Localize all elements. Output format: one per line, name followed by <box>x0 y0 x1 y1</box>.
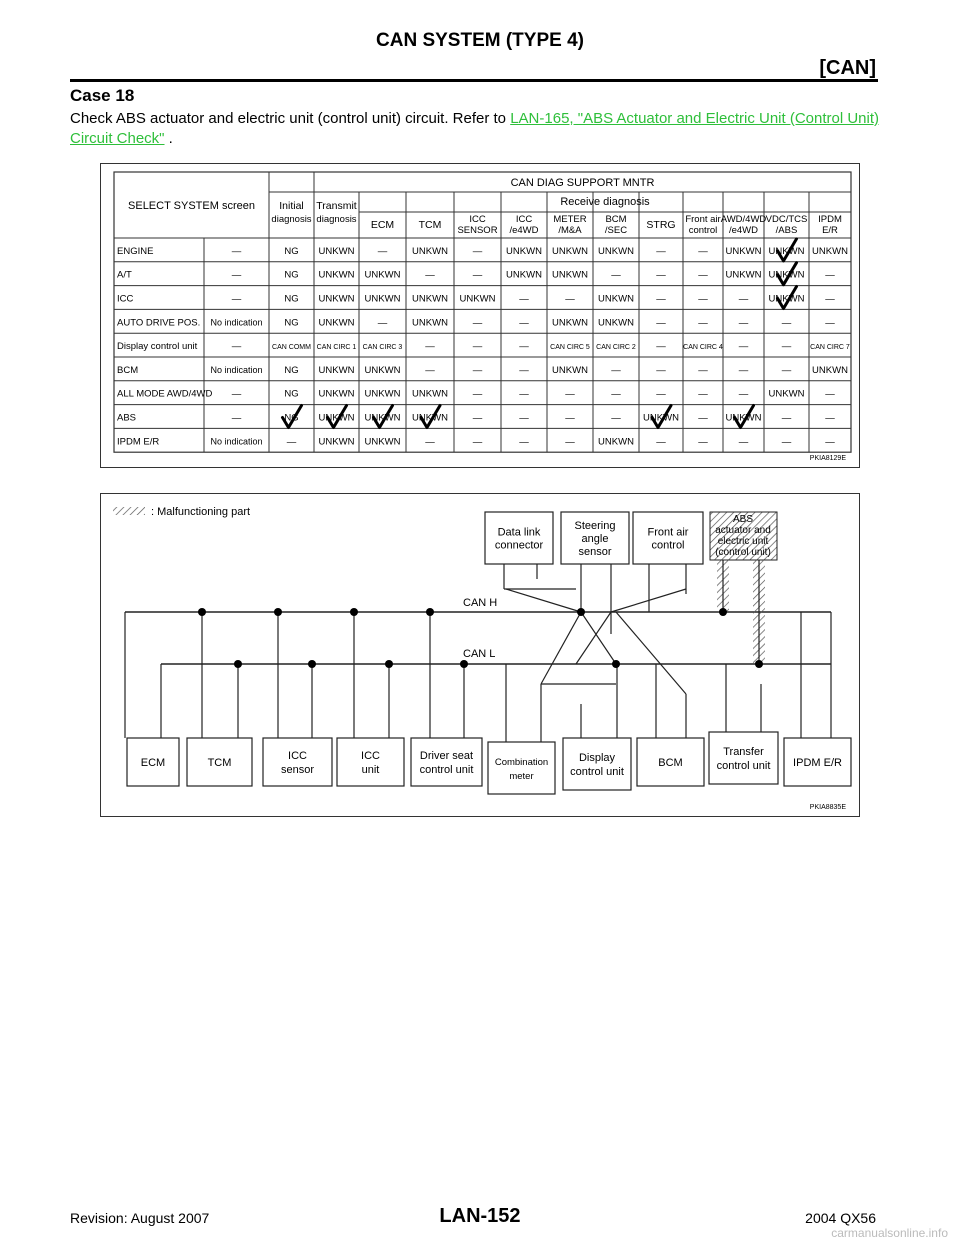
table-cell: UNKWN <box>812 245 848 257</box>
abs-unit-label: (control unit) <box>715 547 771 558</box>
receive-column-header: /M&A <box>558 225 582 236</box>
receive-diagnosis-header: Receive diagnosis <box>560 196 650 208</box>
junction-dot <box>612 660 620 668</box>
table-cell: — <box>781 341 792 353</box>
table-cell: — <box>738 436 749 448</box>
table-cell: UNKWN <box>364 412 401 424</box>
table-cell: — <box>825 412 835 424</box>
junction-dot <box>350 608 358 616</box>
table-cell: UNKWN <box>598 293 634 305</box>
table-cell: — <box>611 364 621 376</box>
receive-column-header: /SEC <box>604 225 628 236</box>
receive-column-header: E/R <box>822 225 838 236</box>
table-cell: — <box>519 412 529 424</box>
table-cell: UNKWN <box>412 245 448 257</box>
table-cell: UNKWN <box>318 412 355 424</box>
table-cell: — <box>698 436 708 448</box>
table-cell: — <box>698 245 708 257</box>
receive-column-header: ECM <box>370 219 395 231</box>
system-row-label: A/T <box>117 269 132 281</box>
section-tag: [CAN] <box>819 57 876 79</box>
ecu-label: control unit <box>716 760 771 772</box>
ecu-label: unit <box>361 764 380 776</box>
table-cell: NG <box>284 269 299 281</box>
table-cell: — <box>656 388 666 400</box>
table-cell: UNKWN <box>318 364 355 376</box>
table-cell: — <box>377 317 388 329</box>
page-number: LAN-152 <box>439 1205 521 1227</box>
abs-unit-label: actuator and <box>715 525 771 536</box>
transmit-diagnosis-header: Transmit <box>316 200 357 212</box>
malfunction-legend-label: : Malfunctioning part <box>151 506 251 518</box>
table-cell: UNKWN <box>412 293 448 305</box>
table-cell: UNKWN <box>598 245 634 257</box>
abs-unit-label: ABS <box>732 514 754 525</box>
table-cell: — <box>781 364 792 376</box>
table-cell: — <box>656 269 666 281</box>
ecu-label: Combination <box>494 757 549 768</box>
table-cell: UNKWN <box>318 388 355 400</box>
ecu-label: connector <box>494 539 544 552</box>
wire <box>576 612 611 664</box>
ecu-label: BCM <box>658 757 683 769</box>
table-cell: — <box>781 412 792 424</box>
revision-date: Revision: August 2007 <box>70 1210 210 1226</box>
table-cell: — <box>231 245 242 257</box>
table-cell: — <box>565 293 575 305</box>
instruction-tail: . <box>164 130 173 147</box>
table-cell: — <box>472 412 483 424</box>
table-cell: UNKWN <box>768 269 805 281</box>
can-diag-table <box>101 164 858 466</box>
table-cell: — <box>519 388 529 400</box>
table-cell: — <box>519 341 529 353</box>
ecu-label: IPDM E/R <box>793 757 842 769</box>
receive-column-header: TCM <box>418 219 442 231</box>
abs-unit-label: electric unit <box>717 536 769 547</box>
table-cell: — <box>231 269 242 281</box>
ecu-label: sensor <box>280 764 315 776</box>
table-cell: UNKWN <box>412 388 448 400</box>
system-row-label: ENGINE <box>117 245 154 257</box>
table-cell: UNKWN <box>552 317 588 329</box>
figure-code: PKIA8129E <box>809 455 846 462</box>
table-cell: UNKWN <box>725 245 762 257</box>
table-cell: CAN CIRC 7 <box>810 344 850 352</box>
ecu-label: Steering <box>574 520 616 532</box>
table-cell: — <box>286 436 297 448</box>
table-cell: CAN COMM <box>272 344 311 352</box>
receive-column-header: Front air <box>685 214 721 225</box>
receive-column-header: ICC <box>515 214 533 225</box>
table-cell: UNKWN <box>725 269 762 281</box>
table-cell: — <box>425 364 435 376</box>
table-cell: — <box>565 388 575 400</box>
table-cell: — <box>472 364 483 376</box>
table-cell: — <box>565 412 575 424</box>
table-cell: UNKWN <box>768 388 805 400</box>
table-cell: — <box>519 317 529 329</box>
watermark: carmanualsonline.info <box>831 1226 948 1240</box>
ecu-label: control unit <box>419 764 474 776</box>
table-cell: — <box>698 293 708 305</box>
table-cell: UNKWN <box>506 269 542 281</box>
ecu-box <box>263 738 332 786</box>
table-cell: — <box>698 269 708 281</box>
table-cell: — <box>231 388 242 400</box>
table-cell: — <box>472 341 483 353</box>
table-cell: NG <box>284 245 299 257</box>
reference-link[interactable]: LAN-165, "ABS Actuator and Electric Unit (Control Unit) Circuit Check" <box>70 110 880 147</box>
junction-dot <box>577 608 585 616</box>
can-diag-table-figure <box>100 163 860 468</box>
system-row-label: ABS <box>117 412 137 424</box>
receive-column-header: VDC/TCS <box>765 214 808 225</box>
receive-column-header: STRG <box>646 219 676 231</box>
table-cell: NG <box>284 364 299 376</box>
table-cell: — <box>656 245 666 257</box>
table-cell: — <box>738 388 749 400</box>
table-cell: UNKWN <box>318 245 355 257</box>
table-cell: — <box>656 317 666 329</box>
table-cell: — <box>825 317 835 329</box>
ecu-label: ICC <box>288 750 307 762</box>
table-cell: — <box>425 436 435 448</box>
wire <box>506 589 581 612</box>
table-cell: UNKWN <box>506 245 542 257</box>
select-system-header: SELECT SYSTEM screen <box>128 200 255 212</box>
table-cell: CAN CIRC 1 <box>316 344 357 352</box>
figure-code: PKIA8835E <box>809 804 846 811</box>
ecu-box <box>411 738 482 786</box>
table-cell: UNKWN <box>318 293 355 305</box>
table-cell: — <box>698 388 708 400</box>
ecu-label: control <box>651 539 685 552</box>
table-cell: — <box>738 364 749 376</box>
system-row-label: ALL MODE AWD/4WD <box>117 388 213 400</box>
table-cell: UNKWN <box>598 436 634 448</box>
table-cell: CAN CIRC 5 <box>550 344 590 352</box>
table-cell: — <box>781 317 792 329</box>
ecu-label: ECM <box>140 757 166 769</box>
table-cell: UNKWN <box>318 317 355 329</box>
receive-column-header: AWD/4WD <box>720 214 767 225</box>
junction-dot <box>308 660 316 668</box>
receive-column-header: /e4WD <box>509 225 539 236</box>
table-cell: UNKWN <box>643 412 679 424</box>
table-cell: UNKWN <box>552 269 588 281</box>
system-row-label: IPDM E/R <box>117 436 160 448</box>
ecu-label: meter <box>509 771 534 782</box>
system-row-label: ICC <box>117 293 134 305</box>
junction-dot <box>234 660 242 668</box>
table-cell: — <box>519 436 529 448</box>
junction-dot <box>460 660 468 668</box>
table-cell: — <box>825 293 835 305</box>
transmit-diagnosis-header: diagnosis <box>316 214 357 225</box>
table-cell: UNKWN <box>412 317 448 329</box>
ecu-label: Data link <box>497 526 541 539</box>
table-cell: UNKWN <box>364 364 401 376</box>
table-cell: CAN CIRC 3 <box>362 344 403 352</box>
table-cell: No indication <box>210 436 263 447</box>
receive-column-header: BCM <box>605 214 627 225</box>
table-cell: — <box>472 317 483 329</box>
junction-dot <box>426 608 434 616</box>
ecu-label: Display <box>578 752 616 764</box>
table-cell: UNKWN <box>459 293 496 305</box>
header-divider <box>70 79 878 82</box>
table-cell: UNKWN <box>812 364 848 376</box>
system-row-label: Display control unit <box>117 341 198 353</box>
table-cell: — <box>656 341 666 353</box>
table-cell: — <box>698 364 708 376</box>
table-cell: — <box>656 436 666 448</box>
initial-diagnosis-header: diagnosis <box>271 214 312 225</box>
table-cell: UNKWN <box>412 412 448 424</box>
ecu-label: angle <box>581 533 609 545</box>
table-cell: — <box>231 341 242 353</box>
malfunction-legend-swatch <box>113 507 145 515</box>
junction-dot <box>385 660 393 668</box>
table-cell: — <box>231 293 242 305</box>
table-cell: — <box>781 436 792 448</box>
ecu-label: control unit <box>570 766 624 778</box>
table-title: CAN DIAG SUPPORT MNTR <box>510 177 655 189</box>
receive-column-header: IPDM <box>818 214 842 225</box>
receive-column-header: METER <box>553 214 587 225</box>
table-cell: UNKWN <box>364 436 401 448</box>
table-cell: — <box>472 245 483 257</box>
table-cell: UNKWN <box>552 364 588 376</box>
table-cell: — <box>738 341 749 353</box>
wire <box>616 612 686 694</box>
table-cell: — <box>738 317 749 329</box>
table-cell: — <box>825 436 835 448</box>
ecu-box <box>709 732 778 784</box>
ecu-label: Driver seat <box>419 750 474 762</box>
junction-dot <box>755 660 763 668</box>
table-cell: — <box>231 412 242 424</box>
table-cell: — <box>825 269 835 281</box>
table-cell: UNKWN <box>364 293 401 305</box>
initial-diagnosis-header: Initial <box>279 200 304 212</box>
table-cell: — <box>656 364 666 376</box>
table-cell: No indication <box>210 317 263 328</box>
case-instruction <box>70 109 880 149</box>
system-row-label: AUTO DRIVE POS. <box>117 317 201 329</box>
table-cell: — <box>656 293 666 305</box>
table-cell: UNKWN <box>318 269 355 281</box>
table-cell: — <box>825 388 835 400</box>
ecu-box <box>337 738 404 786</box>
table-cell: UNKWN <box>598 317 634 329</box>
wire <box>541 612 581 684</box>
table-cell: NG <box>284 293 299 305</box>
table-cell: UNKWN <box>318 436 355 448</box>
table-cell: — <box>611 412 621 424</box>
vehicle-model: 2004 QX56 <box>805 1210 876 1226</box>
table-cell: — <box>472 269 483 281</box>
table-cell: CAN CIRC 4 <box>683 344 723 352</box>
table-cell: UNKWN <box>768 245 805 257</box>
table-cell: UNKWN <box>768 293 805 305</box>
table-cell: UNKWN <box>364 269 401 281</box>
table-cell: — <box>611 269 621 281</box>
ecu-label: Front air <box>647 526 689 539</box>
page-title: CAN SYSTEM (TYPE 4) <box>376 30 584 51</box>
table-cell: UNKWN <box>552 245 588 257</box>
table-cell: No indication <box>210 364 263 375</box>
ecu-label: Transfer <box>723 746 764 758</box>
table-cell: — <box>698 412 708 424</box>
table-cell: UNKWN <box>725 412 762 424</box>
table-cell: — <box>698 317 708 329</box>
table-cell: UNKWN <box>364 388 401 400</box>
can-wiring-diagram-figure <box>100 493 860 817</box>
table-cell: — <box>425 269 435 281</box>
table-cell: — <box>519 364 529 376</box>
ecu-box <box>488 742 555 794</box>
can-h-label: CAN H <box>463 597 498 609</box>
ecu-label: TCM <box>207 757 232 769</box>
table-cell: — <box>425 341 435 353</box>
table-cell: — <box>738 293 749 305</box>
table-cell: — <box>472 388 483 400</box>
receive-column-header: /e4WD <box>728 225 759 236</box>
table-cell: CAN CIRC 2 <box>596 344 636 352</box>
junction-dot <box>198 608 206 616</box>
table-cell: — <box>377 245 388 257</box>
can-wiring-diagram <box>101 494 858 815</box>
receive-column-header: control <box>688 225 718 236</box>
table-cell: NG <box>284 317 299 329</box>
junction-dot <box>719 608 727 616</box>
table-cell: — <box>565 436 575 448</box>
receive-column-header: /ABS <box>775 225 798 236</box>
table-cell: — <box>472 436 483 448</box>
ecu-label: sensor <box>578 546 612 558</box>
table-cell: — <box>611 388 621 400</box>
system-row-label: BCM <box>117 364 139 376</box>
instruction-text: Check ABS actuator and electric unit (control unit) circuit. Refer to <box>70 110 511 127</box>
table-cell: — <box>519 293 529 305</box>
receive-column-header: ICC <box>469 214 486 225</box>
case-heading: Case 18 <box>70 86 135 105</box>
ecu-label: ICC <box>361 750 380 762</box>
junction-dot <box>274 608 282 616</box>
can-l-label: CAN L <box>463 648 496 660</box>
table-cell: NG <box>284 388 299 400</box>
table-cell: NG <box>284 412 299 424</box>
receive-column-header: SENSOR <box>457 225 498 236</box>
ecu-box <box>563 738 631 790</box>
